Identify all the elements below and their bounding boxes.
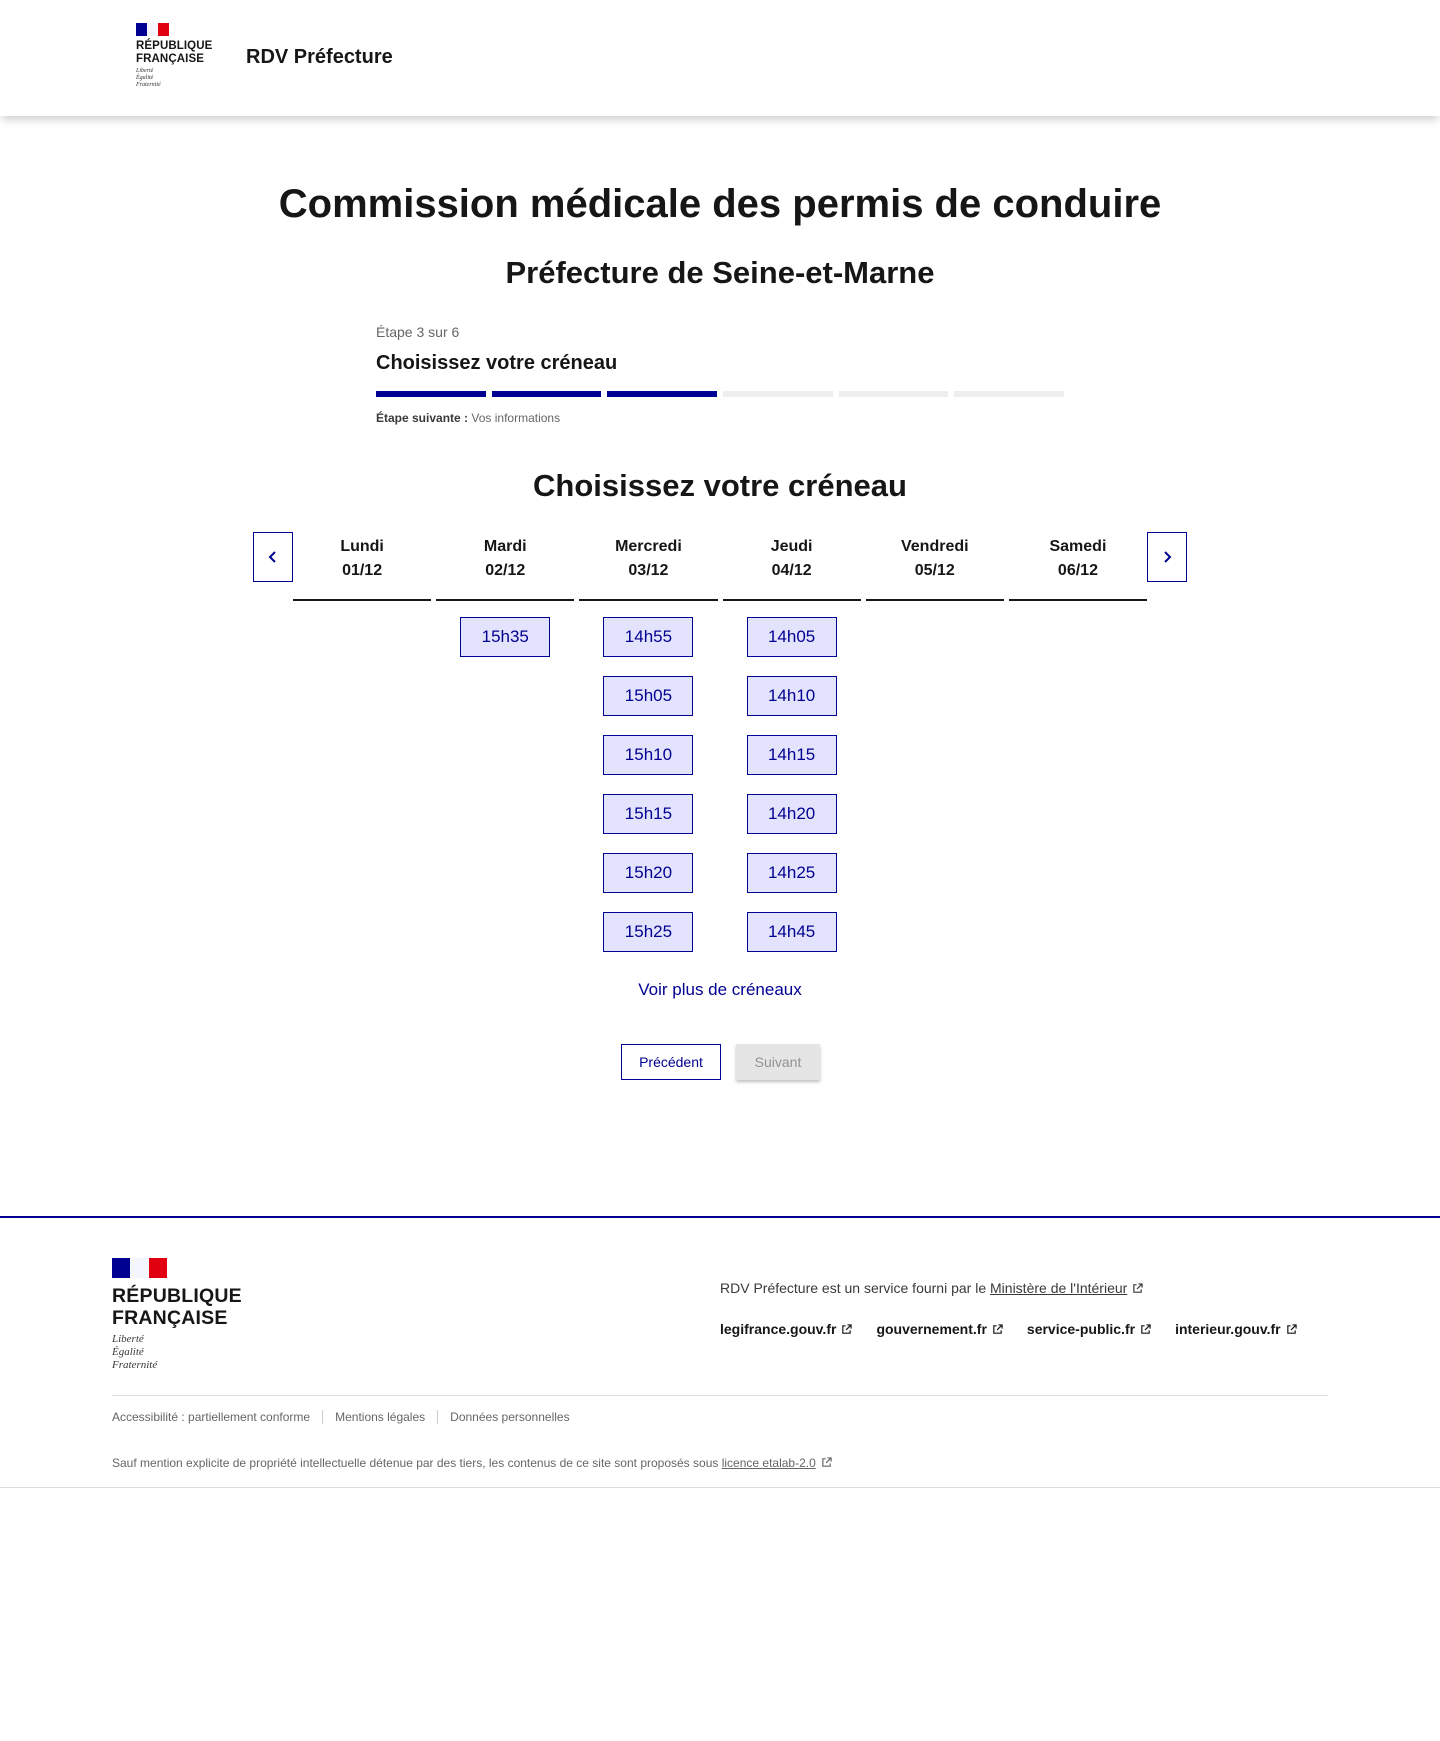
day-date: 03/12	[628, 562, 669, 579]
slot-list	[436, 601, 574, 657]
site-footer	[0, 1216, 1440, 1488]
marianne-flag-icon	[136, 23, 169, 36]
next-button[interactable]: Suivant	[736, 1044, 820, 1080]
slot-list	[723, 601, 861, 952]
day-column	[723, 532, 861, 952]
footer-external-link[interactable]: legifrance.gouv.fr	[720, 1321, 852, 1337]
stepper-bar	[723, 391, 833, 397]
chevron-right-icon	[1161, 551, 1173, 563]
slot-list	[1009, 601, 1147, 617]
footer-logo-text: RÉPUBLIQUE FRANÇAISE	[112, 1285, 242, 1329]
time-slot-button[interactable]: 14h25	[747, 853, 837, 893]
logo-motto: Liberté Égalité Fraternité	[136, 68, 161, 88]
ministere-interieur-link[interactable]: Ministère de l'Intérieur	[990, 1280, 1143, 1296]
time-slot-button[interactable]: 14h55	[603, 617, 693, 657]
time-slot-button[interactable]: 15h35	[460, 617, 550, 657]
time-slot-button[interactable]: 14h45	[747, 912, 837, 952]
logo-text: RÉPUBLIQUE FRANÇAISE	[136, 40, 213, 65]
more-slots-link[interactable]: Voir plus de créneaux	[638, 980, 802, 999]
footer-logo-motto: Liberté Égalité Fraternité	[112, 1333, 158, 1371]
day-name: Mardi	[483, 538, 527, 555]
footer-divider	[112, 1395, 1328, 1396]
page-title: Commission médicale des permis de conduire	[278, 182, 1162, 226]
stepper	[376, 324, 1064, 425]
calendar-days	[293, 532, 1147, 952]
slot-list	[293, 601, 431, 617]
external-link-icon	[1286, 1324, 1297, 1335]
day-date: 02/12	[485, 562, 526, 579]
day-name: Jeudi	[770, 538, 813, 555]
footer-external-link[interactable]: interieur.gouv.fr	[1175, 1321, 1297, 1337]
previous-button[interactable]: Précédent	[621, 1044, 721, 1080]
day-name: Samedi	[1049, 538, 1107, 555]
day-date: 05/12	[914, 562, 955, 579]
footer-links	[720, 1321, 1297, 1337]
day-column	[579, 532, 717, 952]
site-title[interactable]: RDV Préfecture	[246, 46, 393, 68]
footer-description: RDV Préfecture est un service fourni par le Ministère de l'Intérieur	[720, 1280, 1143, 1296]
slot-list	[579, 601, 717, 952]
day-name: Vendredi	[900, 538, 969, 555]
time-slot-button[interactable]: 15h15	[603, 794, 693, 834]
day-date: 06/12	[1057, 562, 1098, 579]
footer-republique-francaise-logo[interactable]	[112, 1258, 242, 1372]
chevron-left-icon	[267, 551, 279, 563]
day-column	[293, 532, 431, 952]
time-slot-button[interactable]: 14h10	[747, 676, 837, 716]
stepper-title: Choisissez votre créneau	[376, 352, 618, 374]
day-header	[723, 532, 861, 601]
footer-bottom-link[interactable]: Mentions légales	[322, 1410, 437, 1424]
marianne-flag-icon	[112, 1258, 167, 1278]
day-header	[866, 532, 1004, 601]
footer-bottom-links	[112, 1410, 582, 1424]
time-slot-button[interactable]: 15h20	[603, 853, 693, 893]
stepper-progress	[376, 391, 1064, 397]
time-slot-button[interactable]: 15h10	[603, 735, 693, 775]
stepper-bar	[376, 391, 486, 397]
time-slot-button[interactable]: 15h05	[603, 676, 693, 716]
external-link-icon	[992, 1324, 1003, 1335]
time-slot-button[interactable]: 15h25	[603, 912, 693, 952]
day-name: Lundi	[340, 538, 384, 555]
slot-picker-heading: Choisissez votre créneau	[533, 468, 907, 503]
site-header	[0, 0, 1440, 116]
day-date: 04/12	[771, 562, 812, 579]
day-column	[1009, 532, 1147, 952]
footer-external-link[interactable]: gouvernement.fr	[876, 1321, 1002, 1337]
page-subtitle: Préfecture de Seine-et-Marne	[505, 255, 935, 290]
republique-francaise-logo[interactable]	[136, 23, 216, 95]
footer-bottom-link[interactable]: Données personnelles	[437, 1410, 581, 1424]
time-slot-button[interactable]: 14h15	[747, 735, 837, 775]
license-link[interactable]: licence etalab-2.0	[722, 1456, 832, 1470]
time-slot-button[interactable]: 14h20	[747, 794, 837, 834]
day-header	[1009, 532, 1147, 601]
time-slot-button[interactable]: 14h05	[747, 617, 837, 657]
footer-external-link[interactable]: service-public.fr	[1027, 1321, 1151, 1337]
day-column	[866, 532, 1004, 952]
day-date: 01/12	[342, 562, 383, 579]
day-column	[436, 532, 574, 952]
external-link-icon	[1140, 1324, 1151, 1335]
day-name: Mercredi	[615, 538, 682, 555]
previous-week-button[interactable]	[253, 532, 293, 582]
day-header	[436, 532, 574, 601]
external-link-icon	[841, 1324, 852, 1335]
footer-bottom-link[interactable]: Accessibilité : partiellement conforme	[112, 1410, 311, 1424]
stepper-bar	[607, 391, 717, 397]
external-link-icon	[1132, 1283, 1143, 1294]
day-header	[293, 532, 431, 601]
day-header	[579, 532, 717, 601]
stepper-bar	[954, 391, 1064, 397]
stepper-bar	[839, 391, 949, 397]
stepper-next-step: Étape suivante : Vos informations	[376, 411, 561, 425]
stepper-state: Étape 3 sur 6	[376, 324, 460, 340]
footer-license: Sauf mention explicite de propriété intellectuelle détenue par des tiers, les contenus de ce site sont proposés sous licence etalab-2.0	[112, 1456, 832, 1470]
slot-list	[866, 601, 1004, 617]
stepper-bar	[492, 391, 602, 397]
next-week-button[interactable]	[1147, 532, 1187, 582]
external-link-icon	[821, 1457, 832, 1468]
